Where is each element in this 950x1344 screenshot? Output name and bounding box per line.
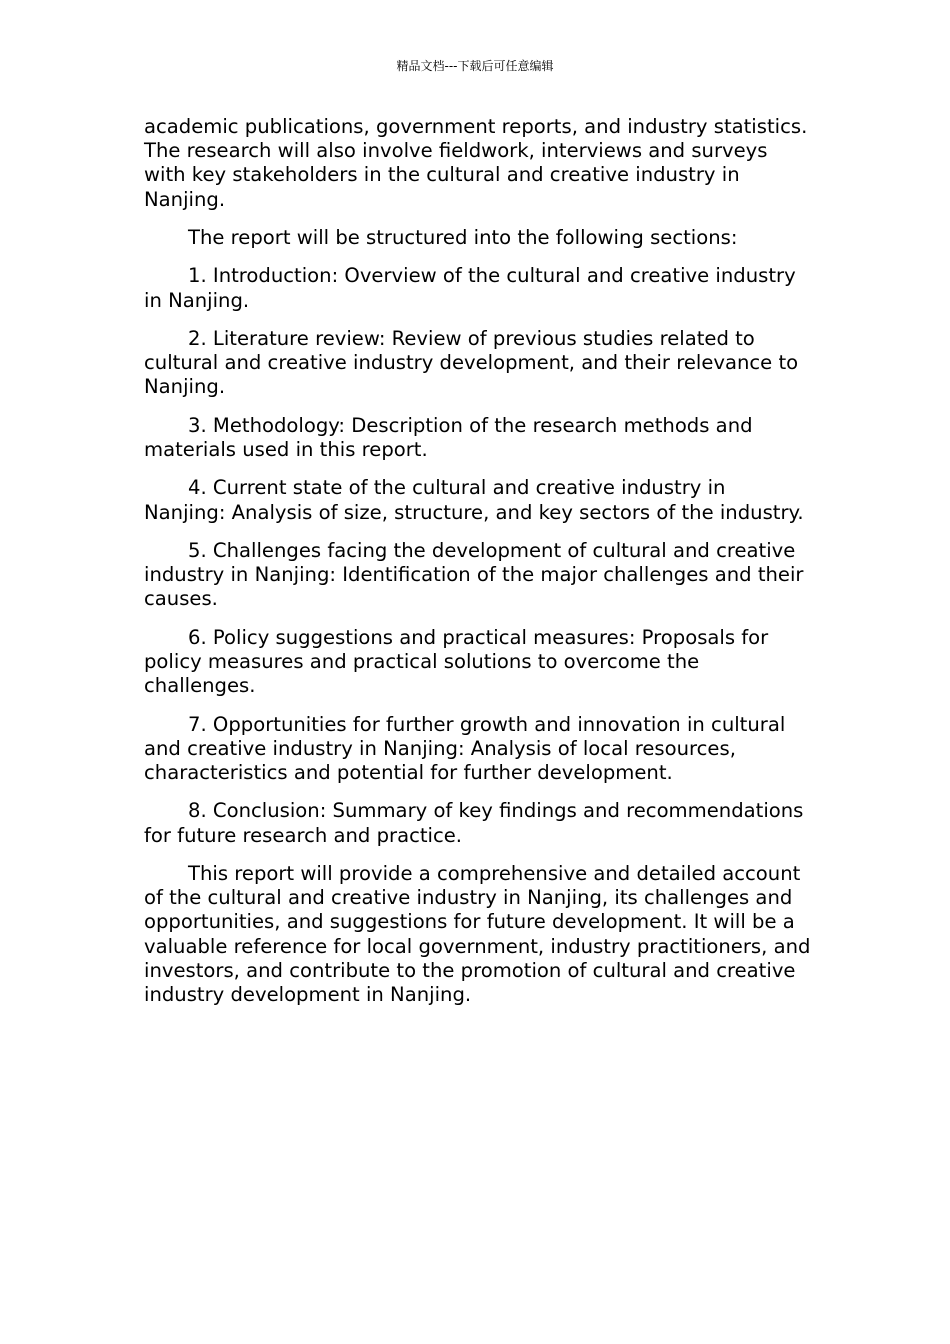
document-body xyxy=(144,115,812,1021)
paragraph-summary: This report will provide a comprehensive and detailed account of the cultural and creative industry in Nanjing, its challenges and opportunities, and suggestions for future development. It will be a valuable reference for local government, industry practitioners, and investors, and contribute to the promotion of cultural and creative industry development in Nanjing. xyxy=(144,861,811,1006)
section-item-literature-review: 2. Literature review: Review of previous studies related to cultural and creative industry development, and their relevance to Nanjing. xyxy=(144,326,799,399)
section-item-current-state: 4. Current state of the cultural and creative industry in Nanjing: Analysis of size, structure, and key sectors of the industry. xyxy=(144,476,804,524)
section-item-methodology: 3. Methodology: Description of the research methods and materials used in this report. xyxy=(144,413,753,461)
section-item-opportunities: 7. Opportunities for further growth and innovation in cultural and creative industry in Nanjing: Analysis of local resources, characteristics and potential for further development. xyxy=(144,712,786,784)
page-header: 精品文档---下载后可任意编辑 xyxy=(396,59,554,73)
paragraph-continuation: academic publications, government reports, and industry statistics. The research will also involve fieldwork, interviews and surveys with key stakeholders in the cultural and creative industry in Nanjing. xyxy=(144,115,808,211)
paragraph-structure-intro: The report will be structured into the following sections: xyxy=(188,226,738,249)
section-item-introduction: 1. Introduction: Overview of the cultural and creative industry in Nanjing. xyxy=(144,264,796,312)
section-item-conclusion: 8. Conclusion: Summary of key findings and recommendations for future research and practice. xyxy=(144,799,804,847)
section-item-challenges: 5. Challenges facing the development of cultural and creative industry in Nanjing: Identification of the major challenges and their causes. xyxy=(144,538,804,611)
section-item-policy-suggestions: 6. Policy suggestions and practical measures: Proposals for policy measures and practical solutions to overcome the challenges. xyxy=(144,625,769,698)
